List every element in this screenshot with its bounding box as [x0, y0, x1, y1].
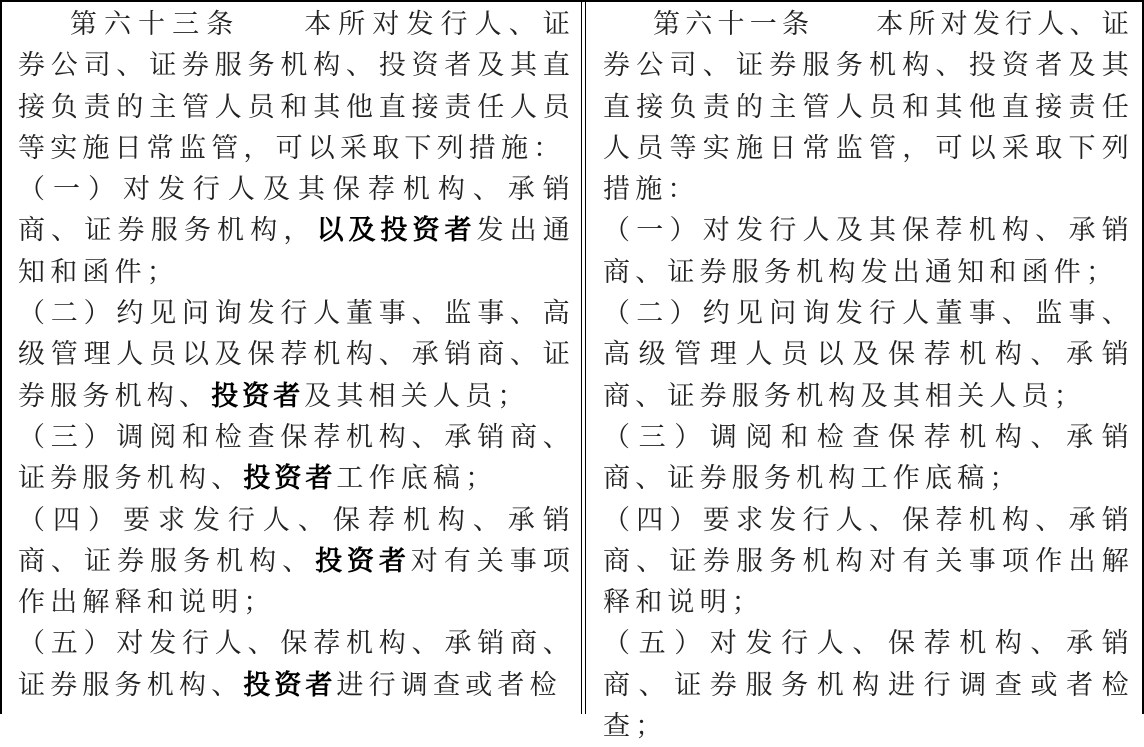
left-article-number: 第六十三条 — [68, 9, 241, 40]
left-article-intro — [18, 4, 575, 169]
right-item-3: （三）调阅和检查保荐机构、承销商、证券服务机构工作底稿； — [603, 421, 1134, 495]
left-item-4-text-b: 对有关事项作出解释和说明； — [18, 545, 575, 619]
right-item-1: （一）对发行人及其保荐机构、承销商、证券服务机构发出通知和函件； — [603, 215, 1134, 288]
left-item-5-text-a: （五）对发行人、保荐机构、承销商、证券服务机构、 — [18, 628, 575, 701]
left-item-4 — [18, 500, 575, 624]
left-item-2-highlight: 投资者 — [211, 380, 305, 412]
left-item-1-text-a: （一）对发行人及其保荐机构、承销商、证券服务机构， — [18, 174, 575, 247]
right-item-5: （五）对发行人、保荐机构、承销商、证券服务机构进行调查或者检查； — [603, 628, 1134, 743]
right-article-intro — [603, 4, 1134, 210]
left-item-1-text-b: 发出通知和函件； — [18, 215, 575, 288]
left-column-new-rule — [2, 2, 582, 714]
left-item-3-highlight: 投资者 — [243, 463, 337, 495]
left-item-2 — [18, 293, 575, 417]
right-article-number: 第六十一条 — [653, 9, 815, 40]
right-item-2: （二）约见问询发行人董事、监事、高级管理人员以及保荐机构、承销商、证券服务机构及其相关人员； — [603, 298, 1134, 412]
left-item-1-highlight: 以及投资者 — [316, 215, 477, 247]
right-item-4: （四）要求发行人、保荐机构、承销商、证券服务机构对有关事项作出解释和说明； — [603, 504, 1134, 619]
left-item-5-highlight: 投资者 — [243, 669, 337, 701]
right-intro-text: 本所对发行人、证券公司、证券服务机构、投资者及其直接负责的主管人员和其他直接责任人员等实施日常监管，可以采取下列措施： — [603, 9, 1134, 206]
left-item-4-text-a: （四）要求发行人、保荐机构、承销商、证券服务机构、 — [18, 504, 575, 577]
left-item-1 — [18, 169, 575, 293]
left-item-3 — [18, 417, 575, 500]
right-column-old-rule — [585, 2, 1142, 743]
left-item-2-text-b: 及其相关人员； — [304, 380, 530, 412]
left-item-2-text-a: （二）约见问询发行人董事、监事、高级管理人员以及保荐机构、承销商、证券服务机构、 — [18, 298, 575, 412]
left-item-4-highlight: 投资者 — [315, 545, 411, 577]
left-item-3-text-b: 工作底稿； — [336, 463, 498, 495]
left-item-3-text-a: （三）调阅和检查保荐机构、承销商、证券服务机构、 — [18, 421, 575, 495]
left-item-5 — [18, 623, 575, 706]
left-intro-text: 本所对发行人、证券公司、证券服务机构、投资者及其直接负责的主管人员和其他直接责任人员等实施日常监管，可以采取下列措施： — [18, 9, 575, 164]
left-item-5-text-b: 进行调查或者检 — [336, 669, 562, 701]
